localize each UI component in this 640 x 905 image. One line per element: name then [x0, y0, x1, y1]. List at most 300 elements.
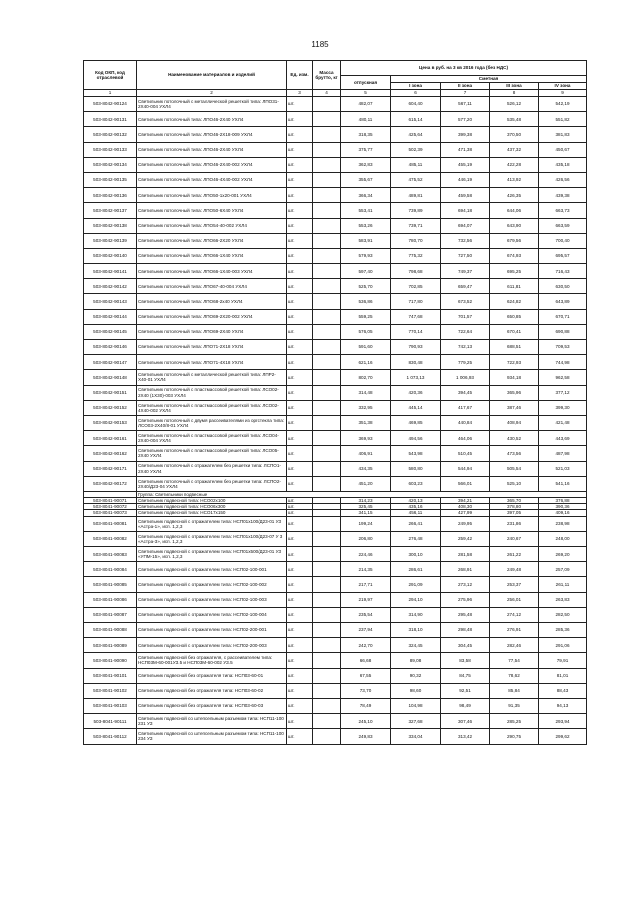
code-cell: 503-8042-90142 [84, 279, 137, 294]
name-cell: Светильник потолочный типа: ЛПО50-6Х40 УХЛ4 [137, 203, 287, 218]
table-row [84, 385, 587, 400]
zone-price-cell: 440,84 [441, 415, 490, 430]
table-row [84, 577, 587, 592]
zone-price-cell: 253,37 [490, 577, 539, 592]
unit-cell: шт. [287, 476, 313, 491]
table-row [84, 668, 587, 683]
name-cell: Светильник потолочный с отражателем без решетки типа: ЛСПО1-2Х40 УХЛ4 [137, 461, 287, 476]
unit-cell: шт. [287, 279, 313, 294]
unit-cell: шт. [287, 294, 313, 309]
zone-price-cell: 688,51 [490, 340, 539, 355]
code-cell: 503-8042-90153 [84, 415, 137, 430]
unit-cell: шт. [287, 698, 313, 713]
zone-price-cell: 624,82 [490, 294, 539, 309]
zone-price-cell: 659,47 [441, 279, 490, 294]
table-row [84, 370, 587, 385]
mass-cell [313, 355, 341, 370]
zone-price-cell: 387,46 [490, 400, 539, 415]
zone-price-cell: 790,93 [391, 340, 441, 355]
zone-price-cell: 615,14 [391, 112, 441, 127]
zone-price-cell: 377,12 [539, 385, 587, 400]
unit-cell: шт. [287, 324, 313, 339]
zone-price-cell: 291,09 [391, 577, 441, 592]
name-cell: Светильник потолочный типа: ЛПО46-4Х40-002 УХЛ4 [137, 172, 287, 187]
zone-price-cell: 275,96 [441, 592, 490, 607]
zone-price-cell: 464,06 [441, 431, 490, 446]
unit-cell: шт. [287, 248, 313, 263]
mass-cell [313, 264, 341, 279]
release-price-cell: 237,94 [341, 623, 391, 638]
name-cell: Светильник потолочный типа: ЛПО46-2Х40 УХЛ4 [137, 112, 287, 127]
zone-price-cell: 747,68 [391, 309, 441, 324]
unit-cell: шт. [287, 562, 313, 577]
code-cell: 503-8041-90101 [84, 668, 137, 683]
zone-price-cell: 1 073,13 [391, 370, 441, 385]
release-price-cell: 78,49 [341, 698, 391, 713]
zone-price-cell: 257,09 [539, 562, 587, 577]
code-cell: 503-8041-90081 [84, 516, 137, 531]
code-cell: 503-8042-90152 [84, 400, 137, 415]
mass-cell [313, 683, 341, 698]
zone-price-cell: 567,11 [441, 97, 490, 112]
code-cell: 503-8042-90161 [84, 431, 137, 446]
zone-price-cell: 798,68 [391, 264, 441, 279]
unit-cell: шт. [287, 385, 313, 400]
zone-price-cell: 489,81 [391, 188, 441, 203]
release-price-cell: 245,10 [341, 714, 391, 729]
unit-cell: шт. [287, 607, 313, 622]
zone-price-cell: 717,80 [391, 294, 441, 309]
mass-cell [313, 112, 341, 127]
column-index-cell: 8 [490, 90, 539, 97]
name-cell: Светильник подвесной с отражателем типа: НСП02-200-003 [137, 638, 287, 653]
unit-cell: шт. [287, 498, 313, 504]
column-index-cell: 3 [287, 90, 313, 97]
zone-price-cell: 779,25 [441, 355, 490, 370]
zone-price-cell: 749,37 [441, 264, 490, 279]
zone-price-cell: 300,10 [391, 547, 441, 562]
table-row [84, 592, 587, 607]
zone-price-cell: 459,58 [441, 188, 490, 203]
page-number: 1185 [311, 40, 329, 49]
unit-cell: шт. [287, 172, 313, 187]
mass-cell [313, 294, 341, 309]
table-row [84, 112, 587, 127]
zone-price-cell: 78,62 [490, 668, 539, 683]
code-cell: 503-8041-90071 [84, 498, 137, 504]
table-row [84, 415, 587, 430]
release-price-cell: 369,93 [341, 431, 391, 446]
zone-price-cell: 722,93 [490, 355, 539, 370]
name-cell: Светильник потолочный типа: ЛПО69-2Х40 УХЛ4 [137, 324, 287, 339]
unit-cell: шт. [287, 510, 313, 516]
unit-cell: шт. [287, 188, 313, 203]
release-price-cell: 219,97 [341, 592, 391, 607]
zone-price-cell: 370,50 [490, 127, 539, 142]
name-cell: Светильник потолочный типа: ЛПО66-1Х40 УХЛ4 [137, 248, 287, 263]
name-cell: Светильник потолочный с отражателем без решетки типа: ЛСПО2-2Х40/Д23-04 УХЛ4 [137, 476, 287, 491]
zone-price-cell: 510,45 [441, 446, 490, 461]
zone-price-cell: 84,75 [441, 668, 490, 683]
release-price-cell: 318,35 [341, 127, 391, 142]
zone-price-cell: 293,94 [539, 714, 587, 729]
zone-price-cell: 240,67 [490, 531, 539, 546]
release-price-cell: 482,07 [341, 97, 391, 112]
column-index-cell: 9 [539, 90, 587, 97]
table-row [84, 714, 587, 729]
unit-cell: шт. [287, 415, 313, 430]
zone-price-cell: 744,98 [539, 355, 587, 370]
table-row [84, 476, 587, 491]
zone-price-cell: 285,36 [539, 623, 587, 638]
zone-price-cell: 1 006,93 [441, 370, 490, 385]
zone-price-cell: 727,50 [441, 248, 490, 263]
unit-cell: шт. [287, 218, 313, 233]
unit-cell: шт. [287, 112, 313, 127]
zone-price-cell: 494,56 [391, 431, 441, 446]
code-cell: 503-8041-90090 [84, 653, 137, 668]
release-price-cell: 67,55 [341, 668, 391, 683]
code-cell: 503-8042-90147 [84, 355, 137, 370]
mass-cell [313, 531, 341, 546]
code-cell: 503-8042-90138 [84, 218, 137, 233]
zone-price-cell: 413,92 [490, 172, 539, 187]
unit-cell: шт. [287, 729, 313, 744]
unit-cell: шт. [287, 461, 313, 476]
header-name: Наименование материалов и изделий [137, 61, 287, 90]
name-cell: Светильник подвесной с отражателем типа: НСП02-200-001 [137, 623, 287, 638]
zone-price-cell: 263,83 [539, 592, 587, 607]
zone-price-cell: 694,18 [441, 203, 490, 218]
code-cell: 503-8042-90133 [84, 142, 137, 157]
column-index-cell: 5 [341, 90, 391, 97]
name-cell: Светильник подвесной со штепсельным разъемом типа: НСП11-100 231 УЗ [137, 714, 287, 729]
release-price-cell: 434,35 [341, 461, 391, 476]
zone-price-cell: 286,61 [391, 562, 441, 577]
zone-price-cell: 399,30 [539, 400, 587, 415]
name-cell: Светильник подвесной типа: НСО06х300 [137, 504, 287, 510]
code-cell: 503-8042-90141 [84, 264, 137, 279]
table-row [84, 607, 587, 622]
mass-cell [313, 698, 341, 713]
zone-price-cell: 679,56 [490, 233, 539, 248]
zone-price-cell: 409,16 [539, 510, 587, 516]
zone-price-cell: 430,52 [490, 431, 539, 446]
zone-price-cell: 525,10 [490, 476, 539, 491]
mass-cell [313, 218, 341, 233]
zone-price-cell: 543,98 [391, 446, 441, 461]
release-price-cell: 314,48 [341, 385, 391, 400]
zone-price-cell: 98,49 [441, 698, 490, 713]
column-index-cell: 7 [441, 90, 490, 97]
release-price-cell: 249,83 [341, 729, 391, 744]
mass-cell [313, 97, 341, 112]
table-row [84, 683, 587, 698]
release-price-cell: 242,70 [341, 638, 391, 653]
release-price-cell: 583,91 [341, 233, 391, 248]
zone-price-cell: 962,58 [539, 370, 587, 385]
mass-cell [313, 592, 341, 607]
release-price-cell: 576,05 [341, 324, 391, 339]
zone-price-cell: 88,43 [539, 683, 587, 698]
zone-price-cell: 313,42 [441, 729, 490, 744]
name-cell: Светильник подвесной с отражателем типа: НСП01х100/Д23-07 У 3 «Астра-3», исп. 1,2,3 [137, 531, 287, 546]
zone-price-cell: 630,50 [539, 279, 587, 294]
unit-cell: шт. [287, 340, 313, 355]
release-price-cell: 579,93 [341, 248, 391, 263]
table-row [84, 729, 587, 744]
zone-price-cell: 94,13 [539, 698, 587, 713]
zone-price-cell: 426,56 [539, 172, 587, 187]
zone-price-cell: 77,54 [490, 653, 539, 668]
zone-price-cell: 397,05 [490, 510, 539, 516]
table-row [84, 562, 587, 577]
mass-cell [313, 415, 341, 430]
zone-price-cell: 541,16 [539, 476, 587, 491]
code-cell: 503-8042-90132 [84, 127, 137, 142]
zone-price-cell: 290,75 [490, 729, 539, 744]
zone-price-cell: 248,00 [539, 531, 587, 546]
zone-price-cell: 83,58 [441, 653, 490, 668]
unit-cell: шт. [287, 516, 313, 531]
table-row [84, 324, 587, 339]
header-code: Код ОКП, код отраслевой [84, 61, 137, 90]
release-price-cell: 480,11 [341, 112, 391, 127]
mass-cell [313, 714, 341, 729]
code-cell: 503-8041-90102 [84, 683, 137, 698]
zone-price-cell: 566,01 [441, 476, 490, 491]
table-row [84, 203, 587, 218]
table-row [84, 340, 587, 355]
zone-price-cell: 299,62 [539, 729, 587, 744]
mass-cell [313, 172, 341, 187]
mass-cell [313, 516, 341, 531]
zone-price-cell: 399,38 [441, 127, 490, 142]
zone-price-cell: 732,56 [441, 233, 490, 248]
release-price-cell: 362,83 [341, 157, 391, 172]
name-cell: Светильник подвесной без отражателя типа: НСП03-60-02 [137, 683, 287, 698]
zone-price-cell: 408,30 [441, 504, 490, 510]
release-price-cell: 553,41 [341, 203, 391, 218]
unit-cell: шт. [287, 370, 313, 385]
release-price-cell: 314,23 [341, 498, 391, 504]
zone-price-cell: 716,43 [539, 264, 587, 279]
zone-price-cell: 775,32 [391, 248, 441, 263]
mass-cell [313, 340, 341, 355]
column-index-cell: 6 [391, 90, 441, 97]
zone-price-cell: 259,42 [441, 531, 490, 546]
table-row [84, 547, 587, 562]
code-cell: 503-8042-90172 [84, 476, 137, 491]
zone-price-cell: 266,41 [391, 516, 441, 531]
code-cell: 503-8042-90134 [84, 157, 137, 172]
release-price-cell: 406,91 [341, 446, 391, 461]
code-cell: 503-8041-90087 [84, 607, 137, 622]
header-estimate: Сметная [391, 76, 587, 83]
zone-price-cell: 307,46 [441, 714, 490, 729]
unit-cell: шт. [287, 577, 313, 592]
zone-price-cell: 104,98 [391, 698, 441, 713]
zone-price-cell: 456,11 [391, 510, 441, 516]
table-row [84, 516, 587, 531]
zone-price-cell: 544,94 [441, 461, 490, 476]
unit-cell: шт. [287, 233, 313, 248]
zone-price-cell: 91,35 [490, 698, 539, 713]
zone-price-cell: 295,48 [441, 607, 490, 622]
zone-price-cell: 365,70 [490, 498, 539, 504]
mass-cell [313, 309, 341, 324]
zone-price-cell: 502,39 [391, 142, 441, 157]
code-cell: 503-8042-90135 [84, 172, 137, 187]
code-cell: 503-8042-90136 [84, 188, 137, 203]
code-cell: 503-8042-90148 [84, 370, 137, 385]
release-price-cell: 206,80 [341, 531, 391, 546]
code-cell: 503-8042-90144 [84, 309, 137, 324]
mass-cell [313, 623, 341, 638]
table-row [84, 698, 587, 713]
zone-price-cell: 674,93 [490, 248, 539, 263]
zone-price-cell: 446,19 [441, 172, 490, 187]
unit-cell: шт. [287, 97, 313, 112]
zone-price-cell: 670,71 [539, 309, 587, 324]
unit-cell: шт. [287, 309, 313, 324]
zone-price-cell: 282,46 [490, 638, 539, 653]
zone-price-cell: 644,06 [490, 203, 539, 218]
zone-price-cell: 269,20 [539, 547, 587, 562]
release-price-cell: 559,25 [341, 309, 391, 324]
table-row [84, 264, 587, 279]
code-cell: 503-8042-90145 [84, 324, 137, 339]
zone-price-cell: 443,69 [539, 431, 587, 446]
name-cell: Светильник потолочный с пластмассовой решеткой типа: ЛСО05-2Х40 УХЛ4 [137, 446, 287, 461]
code-cell: 503-8041-90103 [84, 698, 137, 713]
release-price-cell: 351,38 [341, 415, 391, 430]
zone-price-cell: 365,96 [490, 385, 539, 400]
zone-price-cell: 542,19 [539, 97, 587, 112]
zone-price-cell: 650,85 [490, 309, 539, 324]
mass-cell [313, 431, 341, 446]
mass-cell [313, 607, 341, 622]
release-price-cell: 332,95 [341, 400, 391, 415]
zone-price-cell: 830,48 [391, 355, 441, 370]
zone-price-cell: 422,28 [490, 157, 539, 172]
zone-price-cell: 276,91 [490, 623, 539, 638]
name-cell: Светильник подвесной с отражателем типа: НСП02-100-003 [137, 592, 287, 607]
name-cell: Светильник потолочный типа: ЛПО71-2Х18 УХЛ4 [137, 340, 287, 355]
zone-price-cell: 604,40 [391, 97, 441, 112]
zone-price-cell: 702,85 [391, 279, 441, 294]
table-body [84, 97, 587, 745]
name-cell: Светильник потолочный типа: ЛПО54-40-002 УХЛ4 [137, 218, 287, 233]
mass-cell [313, 233, 341, 248]
name-cell: Светильник подвесной без отражателя, с рассеивателем типа: НСП03М-60-001УЗ.5 и НСП03М-60-002 УЗ.5 [137, 653, 287, 668]
table-row [84, 188, 587, 203]
table-row [84, 127, 587, 142]
unit-cell: шт. [287, 653, 313, 668]
mass-cell [313, 324, 341, 339]
zone-price-cell: 291,06 [539, 638, 587, 653]
name-cell: Светильник подвесной со штепсельным разъемом типа: НСП11-100 234 УЗ [137, 729, 287, 744]
zone-price-cell: 378,80 [490, 504, 539, 510]
header-release: отпускная [341, 76, 391, 90]
zone-price-cell: 603,23 [391, 476, 441, 491]
name-cell: Светильник подвесной без отражателя типа: НСП03-60-01 [137, 668, 287, 683]
code-cell: 503-8041-90112 [84, 729, 137, 744]
zone-price-cell: 381,83 [539, 127, 587, 142]
release-price-cell: 366,34 [341, 188, 391, 203]
zone-price-cell: 420,13 [391, 498, 441, 504]
name-cell: Светильник потолочный типа: ЛПО66-1Х40-003 УХЛ4 [137, 264, 287, 279]
release-price-cell: 341,15 [341, 510, 391, 516]
group-title: Группа: Светильники подвесные [137, 491, 587, 497]
unit-cell: шт. [287, 446, 313, 461]
unit-cell: шт. [287, 142, 313, 157]
table-row [84, 248, 587, 263]
zone-price-cell: 90,32 [391, 668, 441, 683]
release-price-cell: 525,70 [341, 279, 391, 294]
unit-cell: шт. [287, 400, 313, 415]
zone-price-cell: 435,16 [391, 504, 441, 510]
zone-price-cell: 471,38 [441, 142, 490, 157]
release-price-cell: 199,24 [341, 516, 391, 531]
unit-cell: шт. [287, 431, 313, 446]
zone-price-cell: 526,12 [490, 97, 539, 112]
zone-price-cell: 85,84 [490, 683, 539, 698]
zone-price-cell: 376,88 [539, 498, 587, 504]
name-cell: Светильник потолочный типа: ЛПО50-1х20-001 УХЛ4 [137, 188, 287, 203]
zone-price-cell: 249,48 [490, 562, 539, 577]
zone-price-cell: 231,86 [490, 516, 539, 531]
zone-price-cell: 663,59 [539, 218, 587, 233]
price-table [83, 60, 587, 745]
zone-price-cell: 256,01 [490, 592, 539, 607]
zone-price-cell: 417,67 [441, 400, 490, 415]
zone-price-cell: 694,07 [441, 218, 490, 233]
zone-price-cell: 274,12 [490, 607, 539, 622]
zone-price-cell: 742,13 [441, 340, 490, 355]
table-row [84, 294, 587, 309]
unit-cell: шт. [287, 638, 313, 653]
header-zone-3: III зона [490, 83, 539, 90]
column-index-cell: 2 [137, 90, 287, 97]
table-row [84, 653, 587, 668]
zone-price-cell: 327,68 [391, 714, 441, 729]
table-row [84, 431, 587, 446]
release-price-cell: 536,86 [341, 294, 391, 309]
zone-price-cell: 261,11 [539, 577, 587, 592]
release-price-cell: 355,67 [341, 172, 391, 187]
code-cell: 503-8042-90137 [84, 203, 137, 218]
code-cell: 503-8042-90143 [84, 294, 137, 309]
mass-cell [313, 668, 341, 683]
mass-cell [313, 461, 341, 476]
release-price-cell: 375,77 [341, 142, 391, 157]
zone-price-cell: 611,81 [490, 279, 539, 294]
zone-price-cell: 425,64 [391, 127, 441, 142]
name-cell: Светильник подвесной с отражателем типа: НСП02-100-004 [137, 607, 287, 622]
zone-price-cell: 426,35 [490, 188, 539, 203]
name-cell: Светильник потолочный с двумя рассеивателями из оргстекла типа: ЛСО03-2Х40/8-01 УХЛ4 [137, 415, 287, 430]
code-cell: 503-8041-90085 [84, 577, 137, 592]
header-mass: Масса брутто, кг [313, 61, 341, 90]
unit-cell: шт. [287, 531, 313, 546]
unit-cell: шт. [287, 355, 313, 370]
unit-cell: шт. [287, 547, 313, 562]
header-zone-2: II зона [441, 83, 490, 90]
table-row [84, 279, 587, 294]
zone-price-cell: 690,88 [539, 324, 587, 339]
mass-cell [313, 577, 341, 592]
